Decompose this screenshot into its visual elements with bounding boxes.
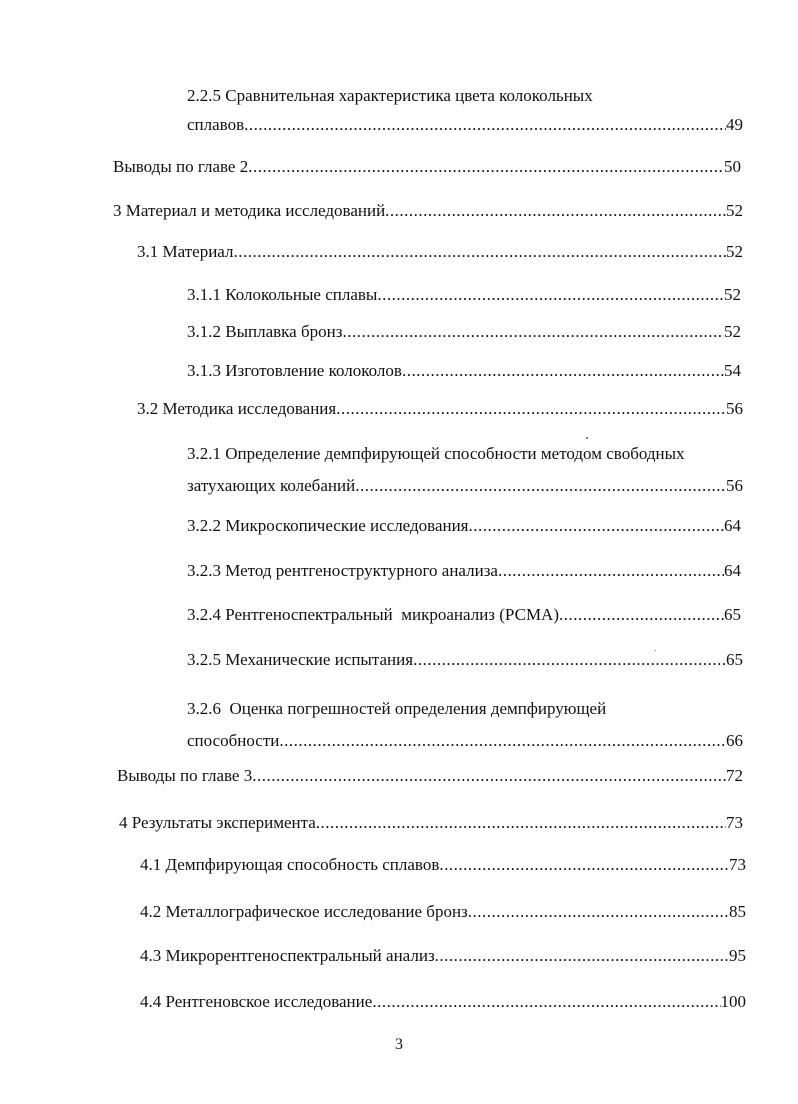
toc-dot-leader — [252, 766, 726, 786]
toc-entry-3-1-3 — [187, 361, 741, 383]
toc-entry-3-2-3 — [187, 561, 741, 583]
toc-dot-leader — [377, 285, 724, 305]
toc-entry-title: 3.1.3 Изготовление колоколов — [187, 361, 402, 380]
toc-page-number: 85 — [729, 902, 746, 921]
toc-page-number: 52 — [726, 242, 743, 261]
toc-entry-title: 4.1 Демпфирующая способность сплавов — [140, 855, 440, 874]
toc-entry-2-2-5 — [187, 115, 743, 137]
toc-page-number: 100 — [720, 992, 746, 1011]
scan-speck — [655, 650, 656, 651]
toc-entry-title: 3.2.4 Рентгеноспектральный микроанализ (РСМА) — [187, 605, 559, 624]
toc-entry-title: 3.2 Методика исследования — [137, 399, 337, 418]
toc-entry-title: 3.1 Материал — [137, 242, 234, 261]
toc-page-number: 72 — [726, 766, 743, 785]
toc-page-number: 52 — [726, 201, 743, 220]
toc-entry-title: Выводы по главе 3 — [117, 766, 253, 785]
toc-dot-leader — [279, 731, 726, 751]
toc-entry-2-2-5-title-line1: 2.2.5 Сравнительная характеристика цвета колокольных — [187, 86, 593, 105]
toc-page-number: 66 — [726, 731, 743, 750]
toc-dot-leader — [355, 476, 726, 496]
toc-entry-3-2-6-title-line1: 3.2.6 Оценка погрешностей определения демпфирующей — [187, 699, 607, 718]
toc-page-number: 54 — [724, 361, 741, 380]
toc-entry-title: 3.2.5 Механические испытания — [187, 650, 414, 669]
toc-dot-leader — [244, 115, 726, 135]
toc-dot-leader — [316, 813, 726, 833]
toc-entry-3-2-1 — [187, 476, 743, 498]
toc-page-number: 52 — [724, 285, 741, 304]
toc-entry-title: 4.4 Рентгеновское исследование — [140, 992, 373, 1011]
toc-entry-title: 3.2.3 Метод рентгеноструктурного анализа — [187, 561, 498, 580]
toc-page-number: 49 — [726, 115, 743, 134]
toc-dot-leader — [372, 992, 720, 1012]
toc-dot-leader — [498, 561, 724, 581]
toc-entry-title: 4 Результаты эксперимента — [119, 813, 316, 832]
toc-page-number: 64 — [724, 561, 741, 580]
toc-dot-leader — [469, 516, 724, 536]
toc-dot-leader — [248, 157, 724, 177]
toc-entry-ch4 — [119, 813, 743, 835]
toc-page-number: 52 — [724, 322, 741, 341]
toc-entry-title: сплавов — [187, 115, 245, 134]
toc-entry-4-1 — [140, 855, 746, 877]
toc-page-number: 73 — [729, 855, 746, 874]
toc-entry-conclusions-ch2 — [113, 157, 741, 179]
toc-dot-leader — [385, 201, 726, 221]
toc-entry-title: затухающих колебаний — [187, 476, 356, 495]
toc-entry-3-1-1 — [187, 285, 741, 307]
toc-entry-3-2-2 — [187, 516, 741, 538]
toc-entry-title: 3.2.2 Микроскопические исследования — [187, 516, 469, 535]
toc-entry-4-3 — [140, 946, 746, 968]
toc-entry-title: Выводы по главе 2 — [113, 157, 249, 176]
toc-entry-conclusions-ch3 — [117, 766, 743, 788]
toc-entry-3-2-6 — [187, 731, 743, 753]
toc-page-number: 73 — [726, 813, 743, 832]
toc-page-number: 65 — [726, 650, 743, 669]
toc-entry-title: способности — [187, 731, 280, 750]
toc-entry-3-2-5 — [187, 650, 743, 672]
toc-dot-leader — [342, 322, 724, 342]
toc-entry-3-2-1-title-line1: 3.2.1 Определение демпфирующей способности методом свободных — [187, 444, 685, 463]
toc-entry-4-2 — [140, 902, 746, 924]
toc-page-number: 56 — [726, 399, 743, 418]
toc-dot-leader — [439, 855, 729, 875]
toc-entry-3-1 — [137, 242, 743, 264]
page-number: 3 — [395, 1036, 403, 1053]
toc-page-number: 64 — [724, 516, 741, 535]
toc-page-number: 50 — [724, 157, 741, 176]
toc-page-number: 95 — [729, 946, 746, 965]
toc-dot-leader — [435, 946, 729, 966]
toc-entry-title: 3.1.2 Выплавка бронз — [187, 322, 343, 341]
scan-speck — [586, 437, 588, 439]
toc-dot-leader — [413, 650, 726, 670]
toc-dot-leader — [233, 242, 726, 262]
toc-entry-title: 4.2 Металлографическое исследование бронз — [140, 902, 468, 921]
toc-dot-leader — [336, 399, 726, 419]
toc-entry-3-2-4 — [187, 605, 741, 627]
toc-entry-ch3 — [113, 201, 743, 223]
toc-entry-4-4 — [140, 992, 746, 1014]
toc-entry-3-1-2 — [187, 322, 741, 344]
toc-entry-title: 3 Материал и методика исследований — [113, 201, 386, 220]
toc-dot-leader — [559, 605, 724, 625]
toc-dot-leader — [468, 902, 729, 922]
toc-entry-title: 4.3 Микрорентгеноспектральный анализ — [140, 946, 435, 965]
toc-dot-leader — [402, 361, 724, 381]
toc-page-number: 65 — [724, 605, 741, 624]
toc-page-number: 56 — [726, 476, 743, 495]
toc-entry-title: 3.1.1 Колокольные сплавы — [187, 285, 378, 304]
toc-entry-3-2 — [137, 399, 743, 421]
